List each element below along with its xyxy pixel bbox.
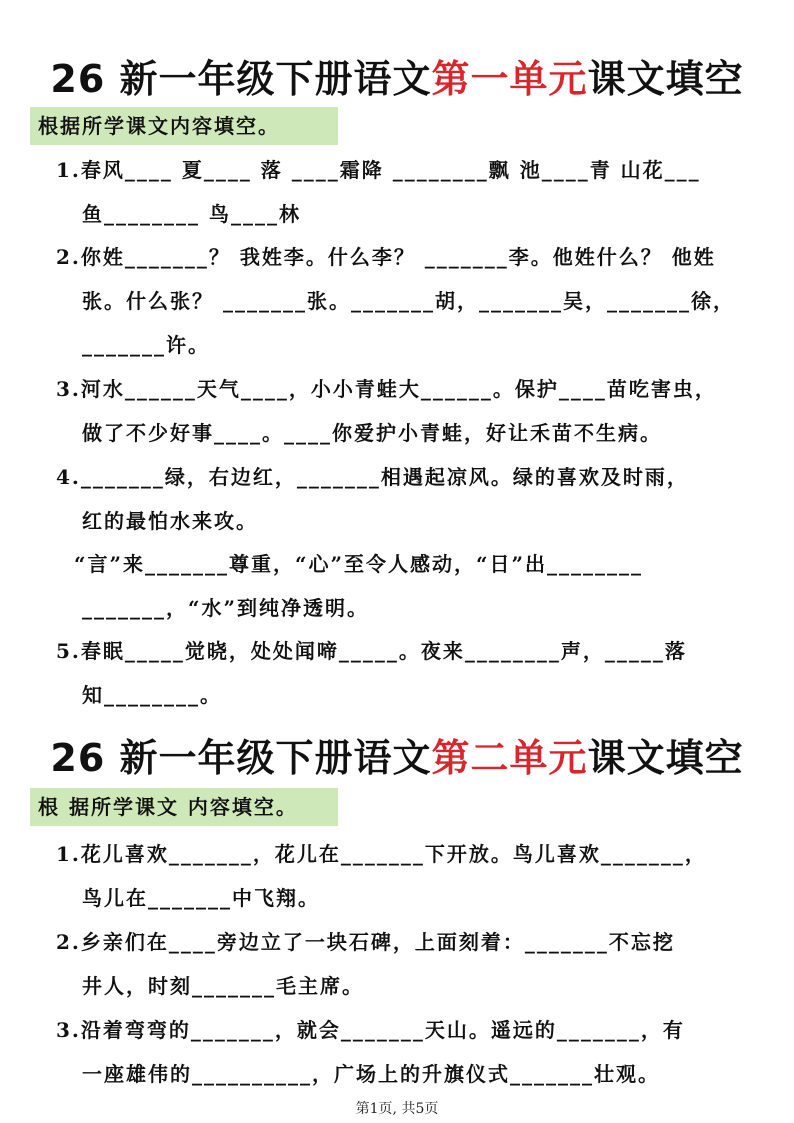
s1-line-8: 4._______绿，右边红，_______相遇起凉风。绿的喜欢及时雨， (56, 465, 689, 489)
s2-line-3: 2.乡亲们在____旁边立了一块石碑，上面刻着：_______不忘挖 (56, 930, 675, 954)
s1-line-2: 鱼________ 鸟____林 (82, 202, 301, 226)
s1-line-13: 知________。 (82, 683, 222, 707)
section2-title-prefix: 26 新一年级下册语文 (50, 736, 432, 780)
s1-line-6: 3.河水______天气____，小小青蛙大______。保护____苗吃害虫， (56, 377, 717, 401)
section1-title-suffix: 课文填空 (587, 57, 744, 101)
page-footer: 第1页, 共5页 (355, 1101, 439, 1117)
section1-title-highlight: 第一单元 (431, 57, 588, 101)
section2-instruction: 根 据所学课文 内容填空。 (30, 788, 338, 826)
section2-title (0, 727, 794, 782)
section1-title (0, 48, 794, 103)
s1-line-5: _______许。 (82, 333, 210, 357)
s2-line-6: 一座雄伟的__________，广场上的升旗仪式_______壮观。 (82, 1062, 660, 1086)
s2-line-4: 井人，时刻_______毛主席。 (82, 974, 364, 998)
s1-line-9: 红的最怕水来攻。 (82, 509, 258, 533)
s1-line-1: 1.春风____ 夏____ 落 ____霜降 ________飘 池____青 山花___ (56, 158, 701, 182)
s1-line-7: 做了不少好事____。____你爱护小青蛙，好让禾苗不生病。 (82, 421, 662, 445)
s1-line-4: 张。什么张？ _______张。_______胡，_______吴，_______徐， (82, 289, 735, 313)
section1-instruction: 根据所学课文内容填空。 (30, 107, 338, 145)
section2-title-suffix: 课文填空 (587, 736, 744, 780)
s1-line-3: 2.你姓_______？ 我姓李。什么李？ _______李。他姓什么？ 他姓 (56, 245, 716, 269)
s1-line-11: _______，“水”到纯净透明。 (82, 596, 370, 620)
s2-line-5: 3.沿着弯弯的_______，就会_______天山。遥远的_______，有 (56, 1018, 685, 1042)
s1-line-10: “言”来_______尊重，“心”至令人感动，“日”出________ (74, 552, 644, 576)
section2-title-highlight: 第二单元 (431, 736, 588, 780)
section1-title-prefix: 26 新一年级下册语文 (50, 57, 432, 101)
s2-line-1: 1.花儿喜欢_______，花儿在_______下开放。鸟儿喜欢_______， (56, 842, 707, 866)
s2-line-2: 鸟儿在_______中飞翔。 (82, 886, 320, 910)
s1-line-12: 5.春眠_____觉晓，处处闻啼_____。夜来________声，_____落 (56, 639, 687, 663)
